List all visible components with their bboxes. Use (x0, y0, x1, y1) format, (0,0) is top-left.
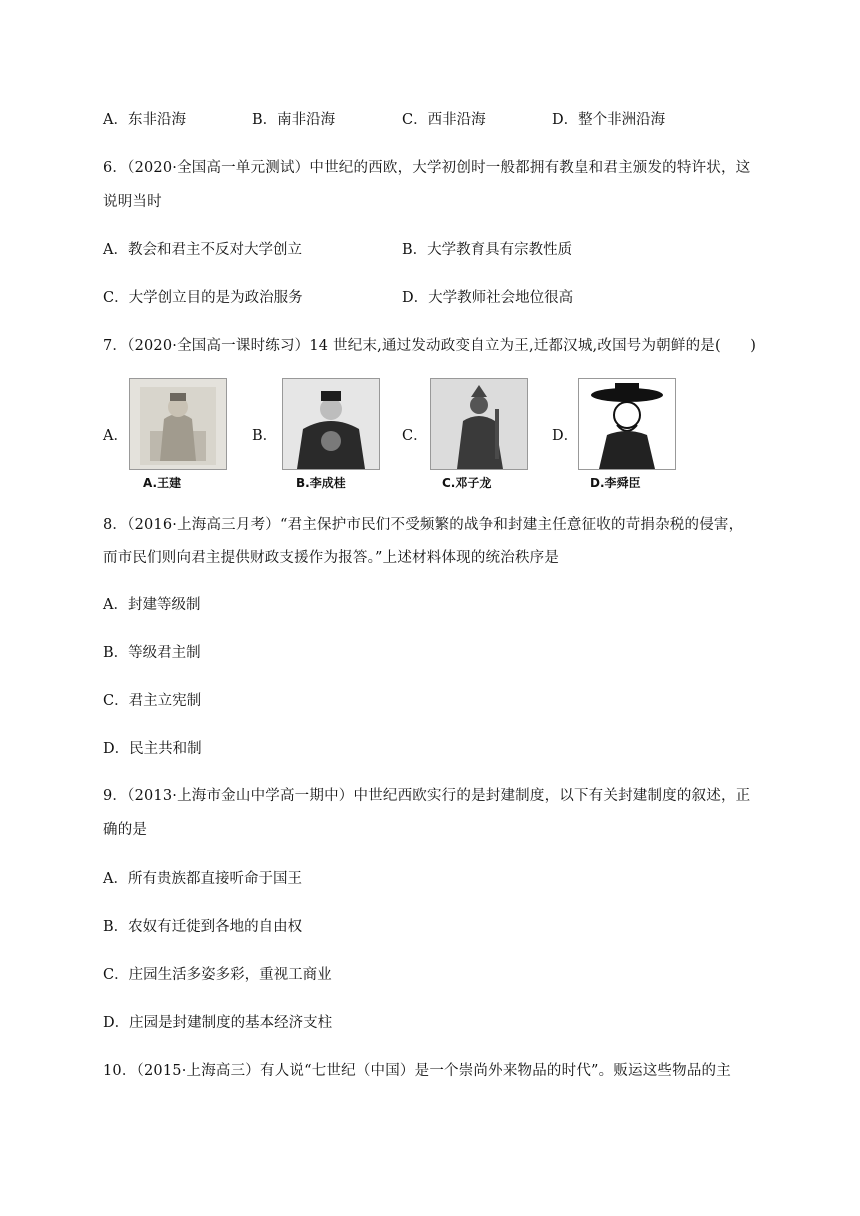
q9-stem-line2: 确的是 (103, 822, 148, 838)
portrait-li-sunshin-image (578, 378, 676, 470)
q8-stem-line2: 而市民们则向君主提供财政支援作为报答。”上述材料体现的统治秩序是 (103, 550, 560, 566)
q7-stem: 7．（2020·全国高一课时练习）14 世纪末,通过发动政变自立为王,迁都汉城,改国号为朝鲜的是( ) (103, 338, 757, 354)
portrait-li-chenggui-image (282, 378, 380, 470)
q7-option-c-letter: C． (402, 428, 428, 444)
q8-option-d[interactable]: D．民主共和制 (103, 741, 202, 757)
q8-option-a[interactable]: A．封建等级制 (103, 597, 201, 613)
q6-stem-line2: 说明当时 (103, 194, 162, 210)
q6-stem-line1: 6．（2020·全国高一单元测试）中世纪的西欧，大学初创时一般都拥有教皇和君主颁发的特许状，这 (103, 160, 751, 176)
q7-caption-a: A.王建 (143, 476, 182, 490)
q9-stem-line1: 9．（2013·上海市金山中学高一期中）中世纪西欧实行的是封建制度，以下有关封建制度的叙述，正 (103, 788, 751, 804)
q9-option-d[interactable]: D．庄园是封建制度的基本经济支柱 (103, 1015, 333, 1031)
q9-option-b[interactable]: B．农奴有迁徙到各地的自由权 (103, 919, 303, 935)
q5-option-b[interactable]: B．南非沿海 (252, 112, 336, 128)
q8-stem-line1: 8．（2016·上海高三月考）“君主保护市民们不受频繁的战争和封建主任意征收的苛捐杂税的侵害， (103, 517, 744, 533)
q5-option-c[interactable]: C．西非沿海 (402, 112, 486, 128)
q7-caption-b: B.李成桂 (296, 476, 346, 490)
q6-option-d[interactable]: D．大学教师社会地位很高 (402, 290, 574, 306)
q6-option-b[interactable]: B．大学教育具有宗教性质 (402, 242, 573, 258)
q7-option-d-letter: D． (552, 428, 579, 444)
portrait-wang-jian-image (129, 378, 227, 470)
q7-option-b-letter: B． (252, 428, 278, 444)
q8-option-c[interactable]: C．君主立宪制 (103, 693, 202, 709)
q5-option-a[interactable]: A．东非沿海 (103, 112, 186, 128)
statue-deng-zilong-image (430, 378, 528, 470)
q6-option-c[interactable]: C．大学创立目的是为政治服务 (103, 290, 303, 306)
q10-stem-line1: 10．（2015·上海高三）有人说“七世纪（中国）是一个崇尚外来物品的时代”。贩运这些物品的主 (103, 1063, 731, 1079)
q8-option-b[interactable]: B．等级君主制 (103, 645, 201, 661)
q6-option-a[interactable]: A．教会和君主不反对大学创立 (103, 242, 302, 258)
q7-caption-d: D.李舜臣 (590, 476, 641, 490)
q9-option-c[interactable]: C．庄园生活多姿多彩，重视工商业 (103, 967, 332, 983)
q9-option-a[interactable]: A．所有贵族都直接听命于国王 (103, 871, 302, 887)
q5-option-d[interactable]: D．整个非洲沿海 (552, 112, 666, 128)
q7-option-a-letter: A． (103, 428, 128, 444)
q7-caption-c: C.邓子龙 (442, 476, 492, 490)
